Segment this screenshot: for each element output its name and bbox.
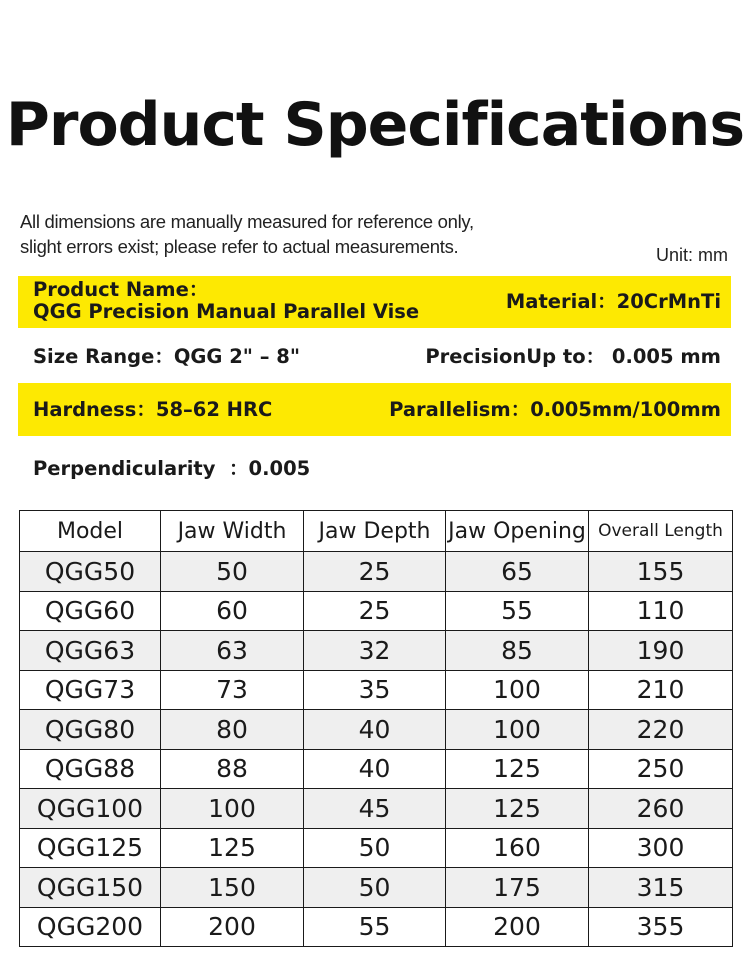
cell-overall-length: 315: [589, 868, 733, 908]
spec-row-size-precision: [18, 330, 731, 382]
product-name: [33, 279, 419, 323]
table-row: [20, 591, 733, 631]
size-range-spec: Size Range：QGG 2" – 8": [33, 345, 300, 368]
cell-overall-length: 220: [589, 710, 733, 750]
cell-overall-length: 155: [589, 552, 733, 592]
cell-overall-length: 190: [589, 631, 733, 671]
cell-model: QGG200: [20, 907, 161, 947]
cell-jaw-width: 50: [161, 552, 304, 592]
cell-jaw-depth: 55: [304, 907, 446, 947]
cell-overall-length: 355: [589, 907, 733, 947]
cell-jaw-width: 63: [161, 631, 304, 671]
cell-jaw-opening: 160: [446, 828, 589, 868]
table-row: [20, 907, 733, 947]
cell-jaw-depth: 50: [304, 868, 446, 908]
material-spec: Material：20CrMnTi: [505, 290, 721, 313]
measurement-note: [20, 209, 474, 259]
header-jaw-opening: Jaw Opening: [446, 511, 589, 552]
cell-model: QGG100: [20, 789, 161, 829]
cell-model: QGG60: [20, 591, 161, 631]
cell-jaw-depth: 50: [304, 828, 446, 868]
cell-jaw-width: 73: [161, 670, 304, 710]
cell-model: QGG125: [20, 828, 161, 868]
measurement-note-line-2: slight errors exist; please refer to actual measurements.: [20, 236, 459, 257]
cell-jaw-depth: 35: [304, 670, 446, 710]
cell-jaw-width: 60: [161, 591, 304, 631]
cell-jaw-width: 150: [161, 868, 304, 908]
cell-overall-length: 250: [589, 749, 733, 789]
cell-jaw-opening: 85: [446, 631, 589, 671]
table-row: [20, 749, 733, 789]
header-jaw-depth: Jaw Depth: [304, 511, 446, 552]
cell-jaw-width: 80: [161, 710, 304, 750]
cell-jaw-opening: 100: [446, 710, 589, 750]
dimensions-table: [19, 510, 733, 947]
spec-row-hardness-parallelism: [18, 383, 731, 436]
cell-model: QGG73: [20, 670, 161, 710]
parallelism-spec: Parallelism：0.005mm/100mm: [389, 398, 721, 421]
cell-model: QGG88: [20, 749, 161, 789]
page-title: Product Specifications: [5, 90, 745, 160]
cell-model: QGG50: [20, 552, 161, 592]
cell-model: QGG150: [20, 868, 161, 908]
unit-label: Unit: mm: [656, 245, 728, 265]
cell-jaw-opening: 125: [446, 789, 589, 829]
cell-jaw-width: 88: [161, 749, 304, 789]
cell-jaw-depth: 25: [304, 591, 446, 631]
table-row: [20, 670, 733, 710]
cell-jaw-depth: 32: [304, 631, 446, 671]
header-jaw-width: Jaw Width: [161, 511, 304, 552]
spec-row-perpendicularity: [18, 444, 731, 494]
header-overall-length: Overall Length: [589, 511, 733, 552]
cell-jaw-opening: 65: [446, 552, 589, 592]
cell-jaw-opening: 125: [446, 749, 589, 789]
table-row: [20, 631, 733, 671]
hardness-spec: Hardness：58–62 HRC: [33, 398, 273, 421]
cell-jaw-opening: 100: [446, 670, 589, 710]
cell-jaw-width: 100: [161, 789, 304, 829]
table-row: [20, 828, 733, 868]
cell-jaw-depth: 40: [304, 710, 446, 750]
spec-row-product-material: [18, 276, 731, 328]
cell-overall-length: 300: [589, 828, 733, 868]
cell-jaw-opening: 200: [446, 907, 589, 947]
cell-jaw-depth: 25: [304, 552, 446, 592]
precision-spec: PrecisionUp to： 0.005 mm: [425, 345, 721, 368]
product-name-value: QGG Precision Manual Parallel Vise: [33, 300, 420, 323]
cell-overall-length: 260: [589, 789, 733, 829]
measurement-note-line-1: All dimensions are manually measured for reference only,: [20, 211, 474, 232]
cell-jaw-opening: 175: [446, 868, 589, 908]
cell-jaw-width: 200: [161, 907, 304, 947]
cell-jaw-opening: 55: [446, 591, 589, 631]
header-model: Model: [20, 511, 161, 552]
table-row: [20, 789, 733, 829]
table-row: [20, 868, 733, 908]
perpendicularity-spec: Perpendicularity ：0.005: [33, 457, 311, 480]
cell-model: QGG80: [20, 710, 161, 750]
cell-model: QGG63: [20, 631, 161, 671]
table-row: [20, 552, 733, 592]
cell-overall-length: 210: [589, 670, 733, 710]
table-header-row: [20, 511, 733, 552]
table-row: [20, 710, 733, 750]
cell-jaw-depth: 45: [304, 789, 446, 829]
cell-overall-length: 110: [589, 591, 733, 631]
cell-jaw-width: 125: [161, 828, 304, 868]
cell-jaw-depth: 40: [304, 749, 446, 789]
product-name-label: Product Name：: [33, 278, 209, 301]
